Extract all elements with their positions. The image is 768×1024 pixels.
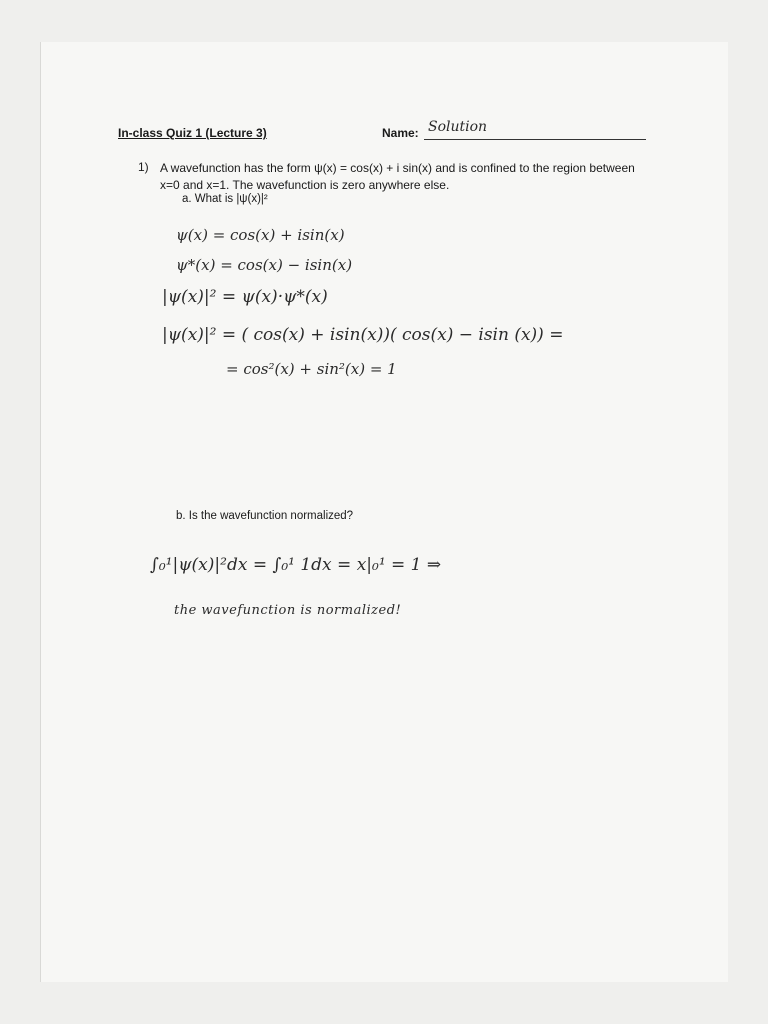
name-label: Name:: [382, 126, 419, 140]
work-line-1: ψ(x) = cos(x) + isin(x): [176, 226, 345, 244]
work-line-2: ψ*(x) = cos(x) − isin(x): [176, 256, 353, 274]
part-b-label: b. Is the wavefunction normalized?: [176, 510, 354, 522]
work-line-4: |ψ(x)|² = ( cos(x) + isin(x))( cos(x) − isin (x)) =: [162, 325, 564, 345]
question-number: 1): [138, 160, 149, 174]
quiz-title: In-class Quiz 1 (Lecture 3): [118, 126, 267, 140]
work-line-3: |ψ(x)|² = ψ(x)·ψ*(x): [162, 287, 328, 307]
work-line-5: = cos²(x) + sin²(x) = 1: [226, 360, 397, 378]
normalization-work: ∫₀¹|ψ(x)|²dx = ∫₀¹ 1dx = x|₀¹ = 1 ⇒: [150, 555, 442, 575]
question-text: A wavefunction has the form ψ(x) = cos(x) + i sin(x) and is confined to the region between x=0 and x=1. The wavefunction is zero anywhere else.: [160, 161, 635, 192]
paper-edge: [40, 42, 41, 982]
part-a-label: a. What is |ψ(x)|²: [182, 193, 268, 205]
name-value: Solution: [428, 119, 488, 135]
name-underline: [424, 139, 646, 140]
conclusion-text: the wavefunction is normalized!: [174, 603, 402, 618]
